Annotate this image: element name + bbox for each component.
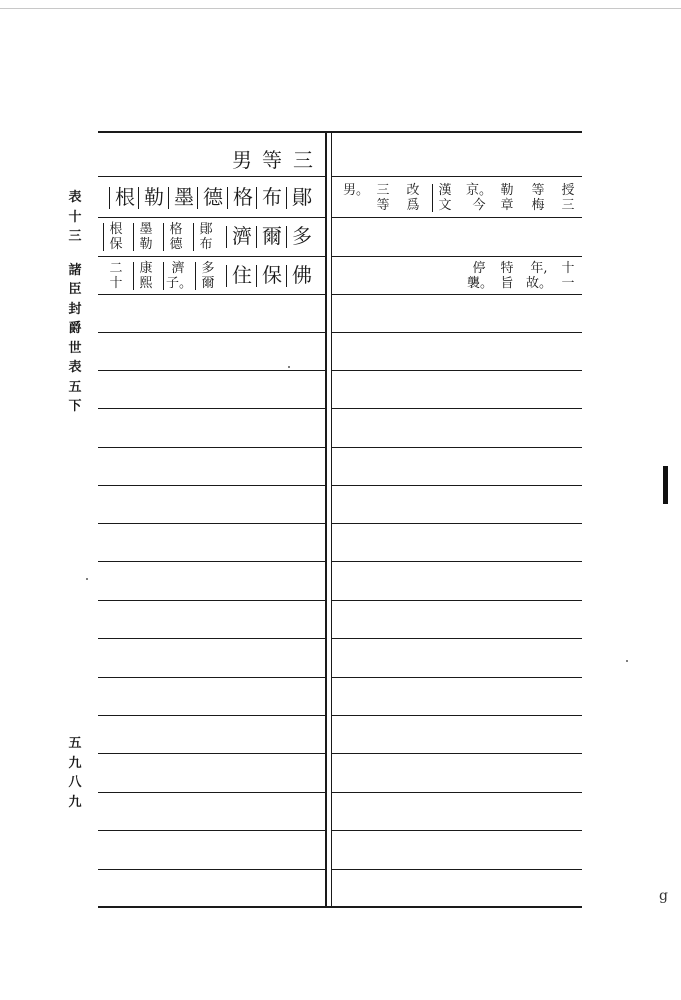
dust-speck [626,660,628,662]
name-char: 根 [112,186,138,208]
heading-char: 等 [262,148,282,172]
name-small-column [106,222,126,252]
row-rule [98,217,326,218]
name-small-char: 二 [109,261,123,276]
note-column [342,183,370,198]
name-small-char: 保 [109,237,123,252]
table-top-border [98,131,582,133]
note-column [373,183,393,213]
note-char: 京。 [466,183,493,198]
name-char: 格 [230,186,256,208]
name-char: 爾 [259,225,285,247]
name-small-column [136,261,156,291]
margin-ink-mark [663,466,668,504]
row-rule [332,332,582,333]
row-rule [98,792,326,793]
note-char: 等 [531,183,545,198]
note-char: 授 [561,183,575,198]
running-title-char: 爵 [68,321,82,336]
row-rule [98,332,326,333]
note-char: 改 [406,183,420,198]
running-title-char: 三 [68,229,82,244]
note-char: 特 [500,261,514,276]
note-column [497,261,517,291]
name-small-column [196,222,216,252]
name-char: 勒 [141,186,167,208]
row-rule [332,256,582,257]
name-small-column [166,222,186,252]
running-title-char: 十 [68,209,82,225]
note-char: 勒 [500,183,514,198]
row-rule [332,294,582,295]
note-char: 三 [561,198,575,213]
note-char: 男。 [342,183,369,198]
name-small-column [166,261,193,291]
name-char: 濟 [229,225,255,247]
running-title [66,188,84,417]
name-small-char: 格 [169,222,183,237]
row-rule [98,869,326,870]
name-small-char: 康 [139,261,153,276]
row-rule [332,217,582,218]
row-rule [98,600,326,601]
page-number-char: 九 [68,794,82,810]
row-rule [332,600,582,601]
note-char: 三 [376,183,390,198]
running-title-char: 下 [68,399,82,414]
name-char: 布 [259,186,285,208]
note-char: 故。 [526,276,553,291]
running-title-char: 諸 [68,262,82,278]
name-char: 佛 [289,264,315,286]
page-top-border [0,8,681,9]
name-small-column [106,261,126,291]
row-rule [98,753,326,754]
note-char: 停 [472,261,486,276]
name-char: 住 [229,264,255,286]
name-small-char: 多 [201,261,215,276]
note-column [528,183,548,213]
table-bottom-border [98,906,582,908]
note-char: 章 [500,198,514,213]
note-column [466,183,492,213]
row-rule [98,408,326,409]
row-rule [332,792,582,793]
name-small-char: 鄖 [199,222,213,237]
note-column [403,183,423,213]
name-small-char: 根 [109,222,123,237]
note-char: 文 [438,198,452,213]
name-small-char: 爾 [201,276,215,291]
name-small-char: 十 [109,276,123,291]
row-rule [98,447,326,448]
row-rule [332,485,582,486]
note-column [558,261,578,291]
row-rule [332,869,582,870]
note-char: 十 [561,261,575,276]
row-rule [98,523,326,524]
note-column [467,261,494,291]
page-number [66,734,84,812]
row-rule [98,561,326,562]
row-rule [98,176,326,177]
running-title-char: 臣 [68,282,82,297]
row-rule [98,830,326,831]
row-rule [332,638,582,639]
row-rule [98,294,326,295]
name-char: 德 [200,186,226,208]
name-small-column [198,261,218,291]
note-char: 年, [530,261,548,276]
row-rule [332,370,582,371]
heading-char: 男 [232,148,252,172]
row-rule [332,677,582,678]
note-char: 旨 [500,276,514,291]
running-title-char: 封 [68,301,82,317]
name-small-char: 德 [169,237,183,252]
name-small-char: 子。 [166,276,193,291]
note-char: 襲。 [467,276,494,291]
name-small-char: 濟 [171,261,185,276]
row-rule [332,176,582,177]
row-rule [98,715,326,716]
running-title-char: 表 [68,190,82,205]
running-title-char: 表 [68,360,82,375]
note-char: 爲 [406,198,420,213]
note-column [558,183,578,213]
running-title-char: 五 [68,379,82,395]
note-char: 等 [376,198,390,213]
note-char: 今 [472,198,486,213]
row-rule [98,677,326,678]
page-number-char: 八 [68,775,82,790]
name-small-char: 勒 [139,237,153,252]
name-char: 墨 [171,186,197,208]
corner-mark: g [659,888,668,904]
row-rule [332,715,582,716]
note-char: 一 [561,276,575,291]
row-rule [332,523,582,524]
row-rule [332,447,582,448]
row-rule [332,408,582,409]
name-char: 保 [259,264,285,286]
note-column [497,183,517,213]
row-rule [332,561,582,562]
page-number-char: 五 [68,736,82,751]
name-small-column [136,222,156,252]
name-small-char: 熙 [139,276,153,291]
page-number-char: 九 [68,755,82,771]
row-rule [98,638,326,639]
row-rule [332,753,582,754]
row-rule [98,370,326,371]
name-char: 鄖 [289,186,315,208]
heading-char: 三 [293,148,313,172]
running-title-char: 世 [68,340,82,356]
name-small-char: 布 [199,237,213,252]
dust-speck [86,578,88,580]
row-rule [98,256,326,257]
note-char: 漢 [438,183,452,198]
name-char: 多 [289,225,315,247]
note-column [435,183,455,213]
dust-speck [288,366,290,368]
note-column [526,261,552,291]
row-rule [332,830,582,831]
name-small-char: 墨 [139,222,153,237]
note-char: 梅 [531,198,545,213]
row-rule [98,485,326,486]
